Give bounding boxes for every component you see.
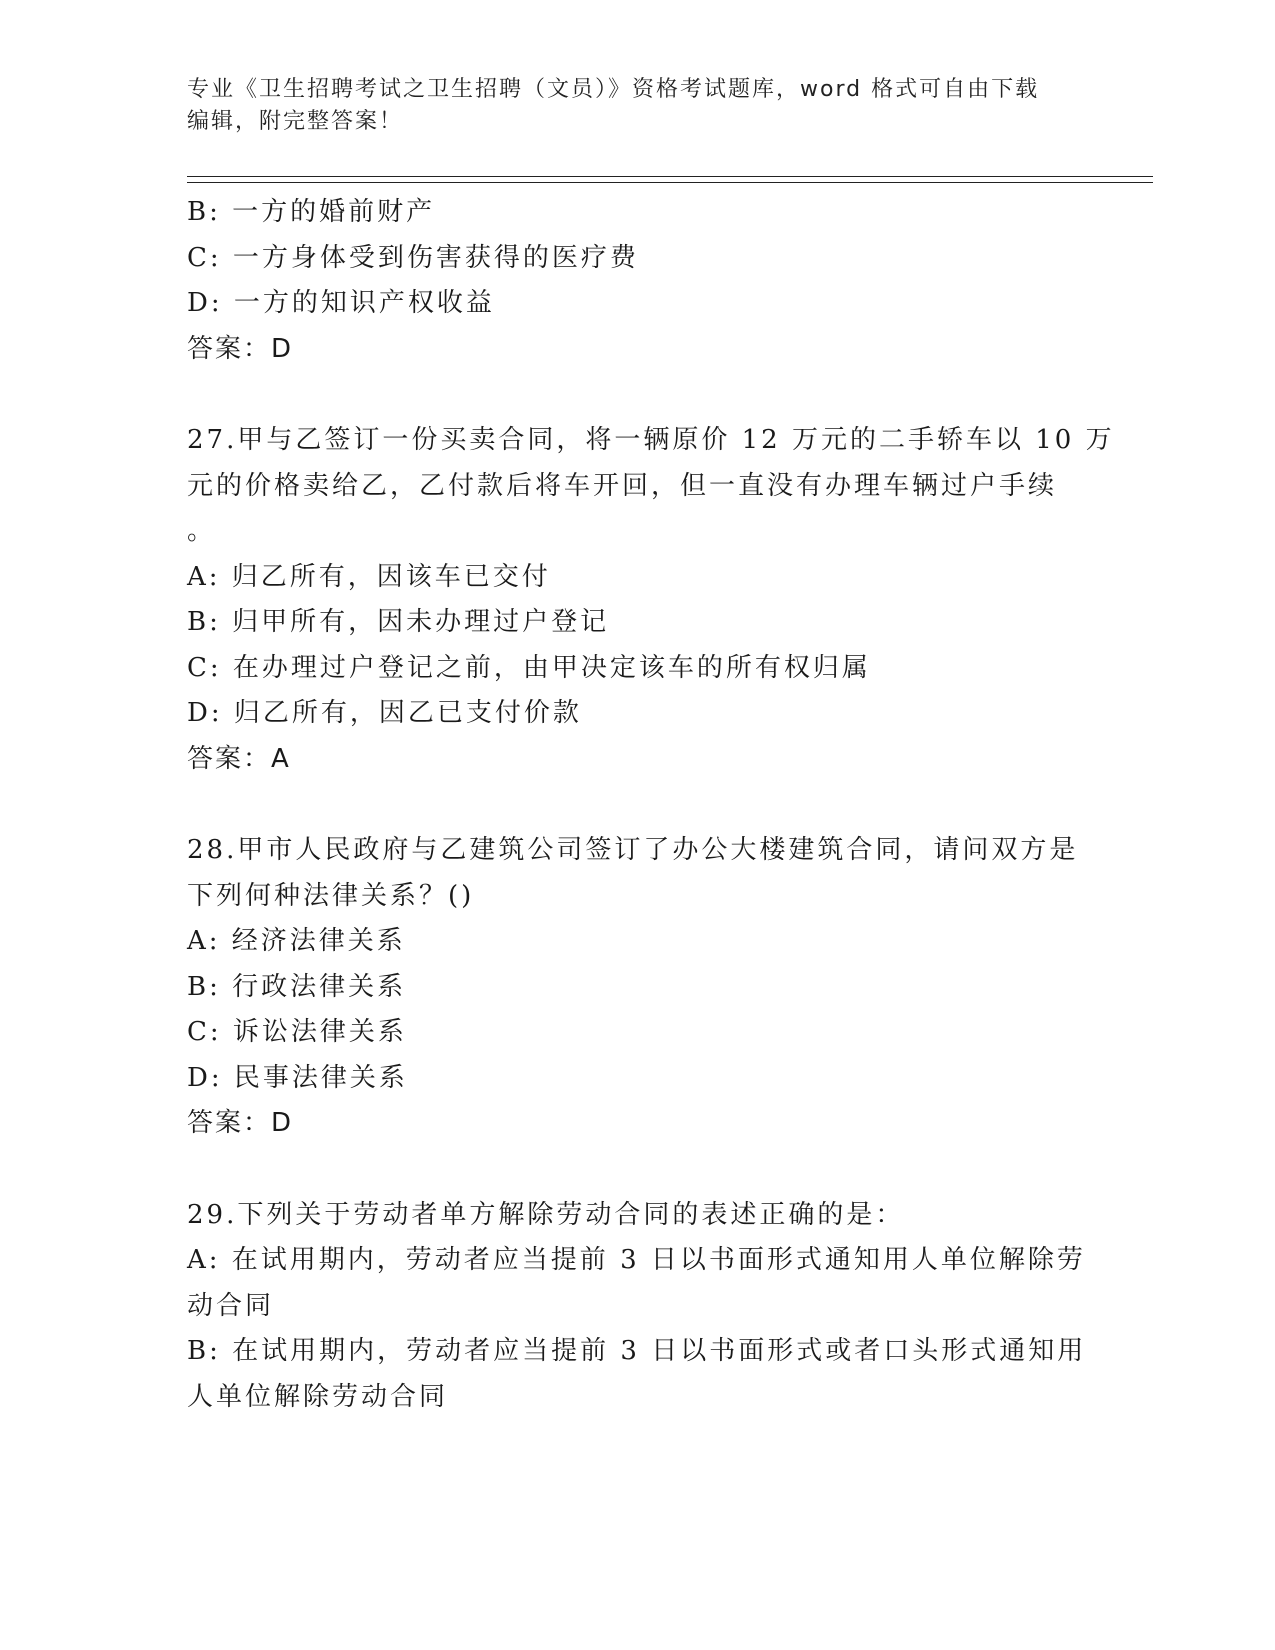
header-line-1: 专业《卫生招聘考试之卫生招聘（文员）》资格考试题库，word 格式可自由下载 bbox=[187, 77, 1040, 102]
spacer bbox=[187, 372, 1087, 418]
page-header bbox=[187, 74, 1067, 138]
question-stem-line: 。 bbox=[187, 516, 217, 546]
option-b: B: 在试用期内，劳动者应当提前 3 日以书面形式或者口头形式通知用 bbox=[187, 1336, 1087, 1366]
option-b: B: 一方的婚前财产 bbox=[187, 197, 436, 227]
option-d: D: 归乙所有，因乙已支付价款 bbox=[187, 698, 582, 728]
option-d: D: 一方的知识产权收益 bbox=[187, 288, 495, 318]
answer-label: 答案：D bbox=[187, 1108, 294, 1138]
option-a: A: 在试用期内，劳动者应当提前 3 日以书面形式通知用人单位解除劳 bbox=[187, 1245, 1086, 1275]
answer-label: 答案：A bbox=[187, 743, 291, 774]
question-27 bbox=[187, 418, 1115, 782]
header-line-2: 编辑，附完整答案！ bbox=[187, 109, 404, 134]
option-b: B: 行政法律关系 bbox=[187, 971, 407, 1002]
answer-label: 答案：D bbox=[187, 333, 294, 364]
option-d: D: 民事法律关系 bbox=[187, 1062, 408, 1093]
question-28 bbox=[187, 828, 1087, 1147]
option-a: A: 归乙所有，因该车已交付 bbox=[187, 561, 551, 592]
option-c: C: 一方身体受到伤害获得的医疗费 bbox=[187, 242, 639, 273]
option-a-continuation: 动合同 bbox=[187, 1290, 275, 1321]
option-c: C: 在办理过户登记之前，由甲决定该车的所有权归属 bbox=[187, 652, 871, 683]
option-b: B: 归甲所有，因未办理过户登记 bbox=[187, 607, 610, 637]
spacer bbox=[187, 1147, 1087, 1193]
option-a: A: 经济法律关系 bbox=[187, 926, 406, 956]
question-26 bbox=[187, 190, 1087, 372]
question-stem-line: 27.甲与乙签订一份买卖合同，将一辆原价 12 万元的二手轿车以 10 万 bbox=[187, 425, 1115, 455]
question-list bbox=[187, 190, 1115, 1420]
question-stem-line: 29.下列关于劳动者单方解除劳动合同的表述正确的是： bbox=[187, 1199, 905, 1230]
header-divider bbox=[187, 176, 1153, 183]
option-b-continuation: 人单位解除劳动合同 bbox=[187, 1381, 449, 1412]
question-stem-line: 28.甲市人民政府与乙建筑公司签订了办公大楼建筑合同，请问双方是 bbox=[187, 835, 1079, 865]
question-stem-line: 下列何种法律关系？() bbox=[187, 880, 475, 911]
spacer bbox=[187, 782, 1087, 828]
question-29 bbox=[187, 1193, 1087, 1421]
question-stem-line: 元的价格卖给乙，乙付款后将车开回，但一直没有办理车辆过户手续 bbox=[187, 470, 1058, 501]
option-c: C: 诉讼法律关系 bbox=[187, 1017, 407, 1047]
